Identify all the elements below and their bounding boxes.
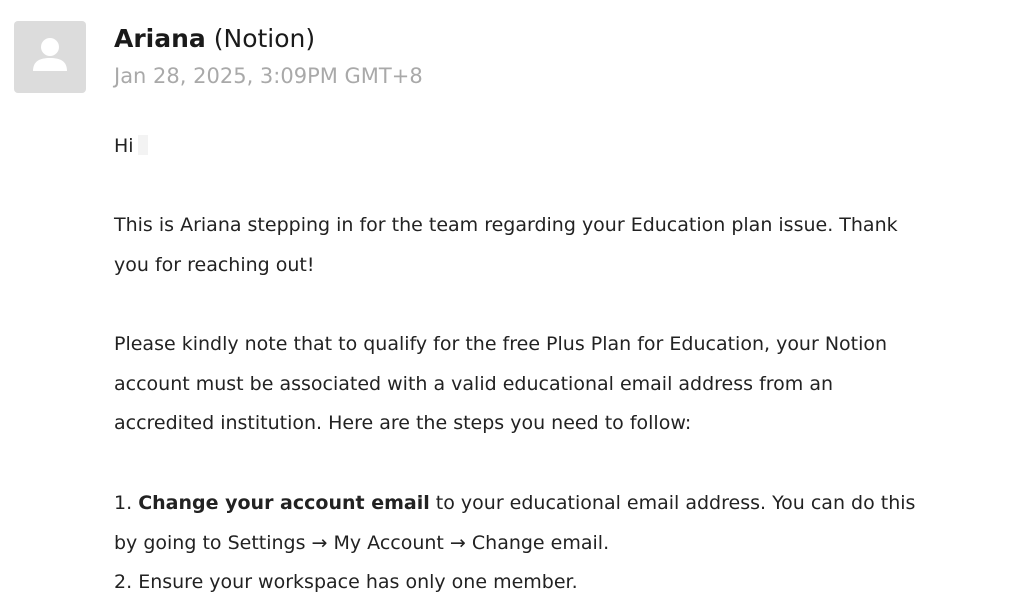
- paragraph-2-line-3: accredited institution. Here are the steps you need to follow:: [114, 412, 692, 434]
- step-1-number: 1.: [114, 492, 133, 514]
- paragraph-1-line-2: you for reaching out!: [114, 254, 315, 276]
- sender-header: [114, 23, 315, 55]
- sender-org: (Notion): [213, 24, 316, 53]
- sender-avatar: [14, 21, 86, 93]
- user-avatar-placeholder-icon: [14, 21, 86, 93]
- greeting-text: Hi: [114, 135, 134, 157]
- step-2-text: Ensure your workspace has only one member.: [138, 571, 578, 593]
- greeting-line: [114, 133, 148, 159]
- sender-name[interactable]: Ariana: [114, 24, 206, 53]
- paragraph-1-line-1: This is Ariana stepping in for the team regarding your Education plan issue. Thank: [114, 214, 898, 236]
- redacted-recipient-name: [138, 135, 148, 155]
- email-timestamp: Jan 28, 2025, 3:09PM GMT+8: [114, 64, 423, 88]
- step-2-number: 2.: [114, 571, 133, 593]
- paragraph-2-line-1: Please kindly note that to qualify for the free Plus Plan for Education, your Notion: [114, 333, 888, 355]
- step-1: [114, 490, 915, 516]
- paragraph-2-line-2: account must be associated with a valid educational email address from an: [114, 373, 834, 395]
- step-2: [114, 569, 578, 595]
- step-1-bold-text: Change your account email: [138, 492, 430, 514]
- step-1-continuation: by going to Settings → My Account → Change email.: [114, 532, 610, 554]
- step-1-text: to your educational email address. You can do this: [429, 492, 916, 514]
